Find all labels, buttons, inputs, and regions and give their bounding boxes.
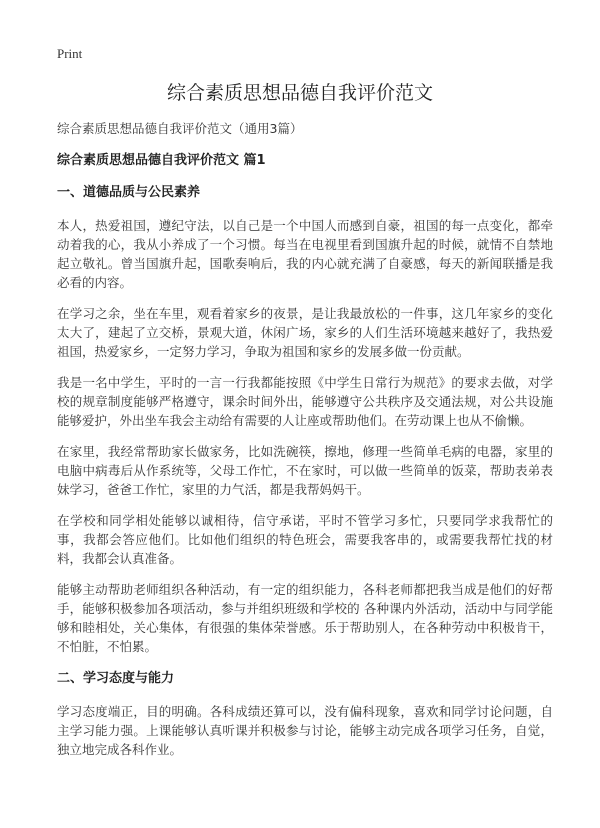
document-body bbox=[57, 120, 553, 759]
paragraph: 在学校和同学相处能够以诚相待，信守承诺，平时不管学习多忙，只要同学求我帮忙的事，我都会答应他们。比如他们组织的特色班会，需要我客串的，或需要我帮忙找的材料，我都会认真准备。 bbox=[57, 513, 553, 566]
paragraph: 在学习之余，坐在车里，观看着家乡的夜景，是让我最放松的一件事，这几年家乡的变化太大了，建起了立交桥，景观大道，休闲广场，家乡的人们生活环境越来越好了，我热爱祖国，热爱家乡，一定努力学习，争取为祖国和家乡的发展多做一份贡献。 bbox=[57, 306, 553, 359]
paragraph: 我是一名中学生，平时的一言一行我都能按照《中学生日常行为规范》的要求去做，对学校的规章制度能够严格遵守，课余时间外出，能够遵守公共秩序及交通法规，对公共设施能够爱护，外出坐车我会主动给有需要的人让座或帮助他们。在劳动课上也从不偷懒。 bbox=[57, 375, 553, 428]
paragraph: 本人，热爱祖国，遵纪守法，以自己是一个中国人而感到自豪，祖国的每一点变化，都牵动着我的心，我从小养成了一个习惯。每当在电视里看到国旗升起的时候，就情不自禁地起立敬礼。曾当国旗升起，国歌奏响后，我的内心就充满了自豪感，每天的新闻联播是我必看的内容。 bbox=[57, 218, 553, 290]
paragraph: 在家里，我经常帮助家长做家务，比如洗碗筷，擦地，修理一些简单毛病的电器，家里的电脑中病毒后从作系统等，父母工作忙，不在家时，可以做一些简单的饭菜，帮助表弟表妹学习，爸爸工作忙，家里的力气活，都是我帮妈妈干。 bbox=[57, 444, 553, 497]
heading-learning-attitude: 二、学习态度与能力 bbox=[57, 671, 175, 686]
paragraph: 能够主动帮助老师组织各种活动，有一定的组织能力，各科老师都把我当成是他们的好帮手，能够积极参加各项活动，参与并组织班级和学校的 各种课内外活动，活动中与同学能够和睦相处，关心集体，有很强的集体荣誉感。乐于帮助别人，在各种劳动中积极肯干，不怕脏，不怕累。 bbox=[57, 582, 553, 654]
document-subtitle: 综合素质思想品德自我评价范文（通用3篇） bbox=[57, 121, 303, 136]
document-title: 综合素质思想品德自我评价范文 bbox=[166, 82, 433, 104]
heading-moral-quality: 一、道德品质与公民素养 bbox=[57, 185, 201, 200]
section-title: 综合素质思想品德自我评价范文 篇1 bbox=[57, 153, 266, 168]
paragraph: 学习态度端正，目的明确。各科成绩还算可以，没有偏科现象，喜欢和同学讨论问题，自主学习能力强。上课能够认真听课并积极参与讨论，能够主动完成各项学习任务，自觉，独立地完成各科作业。 bbox=[57, 704, 553, 757]
print-link[interactable]: Print bbox=[57, 46, 83, 61]
